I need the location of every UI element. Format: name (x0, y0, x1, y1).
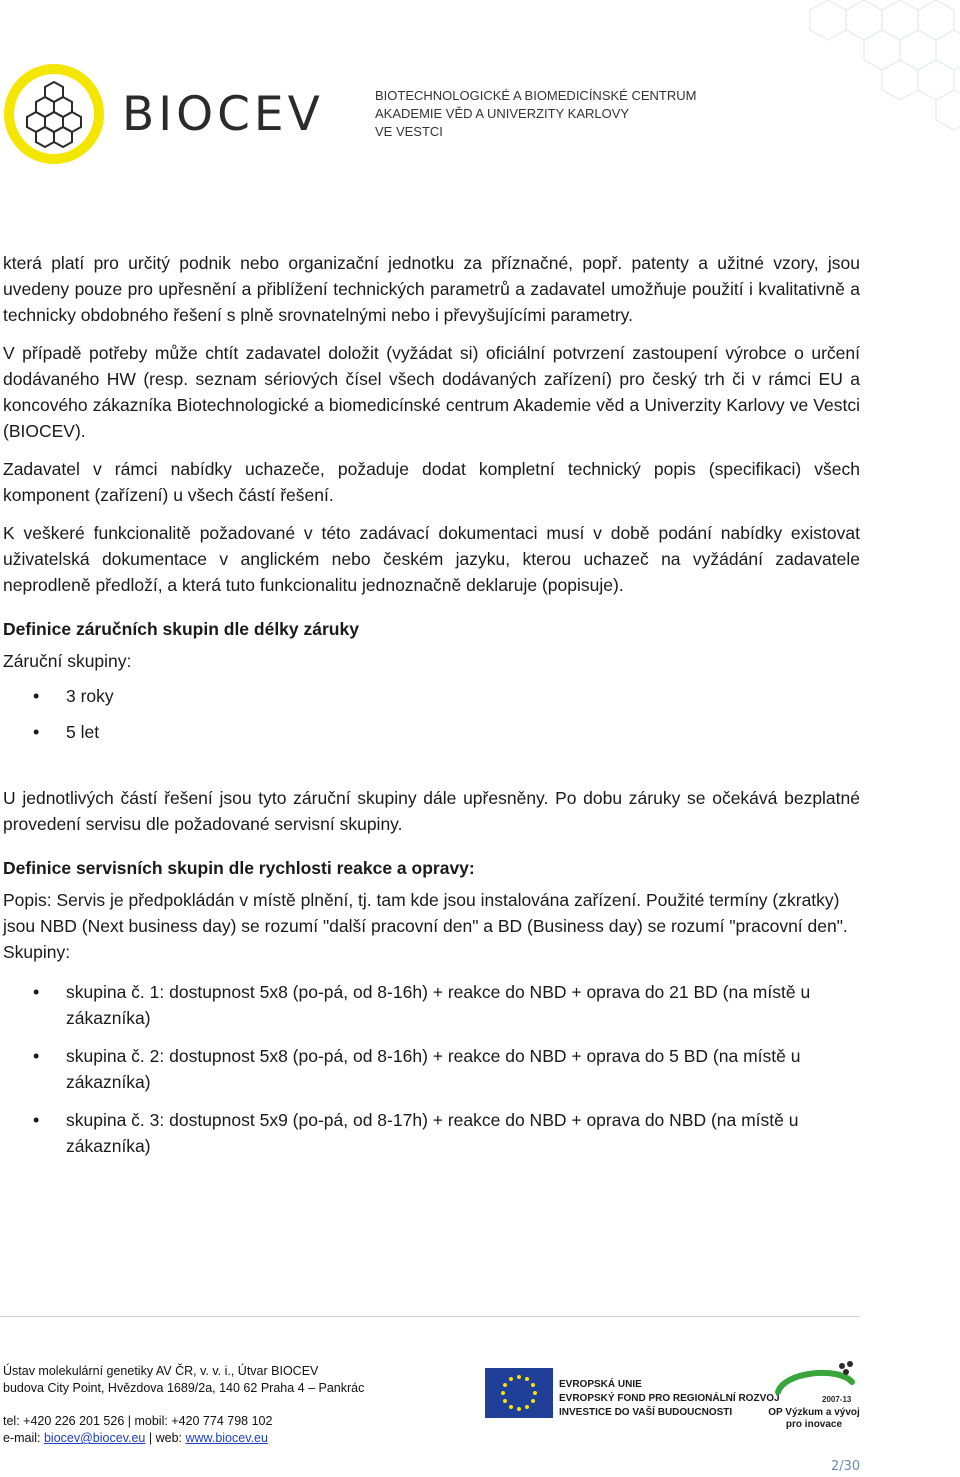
service-label: Skupiny: (3, 942, 71, 962)
service-description: Popis: Servis je předpokládán v místě plnění, tj. tam kde jsou instalována zařízení. Použité termíny (zkratky) jsou NBD (Next business day) se rozumí "další pracovní den" a BD (Business day) se rozumí "pracovní den". (3, 890, 848, 936)
paragraph-4: K veškeré funkcionalitě požadované v této zadávací dokumentaci musí v době podání nabídky existovat uživatelská dokumentace v anglickém nebo českém jazyku, kterou uchazeč na vyžádání zadavatele neprodleně předloží, a která tuto funkcionalitu jednoznačně deklaruje (popisuje). (3, 523, 860, 595)
eu-line-3: INVESTICE DO VAŠÍ BUDOUCNOSTI (559, 1407, 733, 1418)
list-item: • 5 let (3, 719, 860, 745)
footer-divider (0, 1316, 860, 1317)
web-prefix: | web: (145, 1431, 186, 1445)
paragraph-5: U jednotlivých částí řešení jsou tyto záruční skupiny dále upřesněny. Po dobu záruky se očekává bezplatné provedení servisu dle požadované servisní skupiny. (3, 788, 860, 834)
eu-flag-icon (485, 1368, 553, 1418)
email-prefix: e-mail: (3, 1431, 44, 1445)
opvk-years: 2007-13 (822, 1395, 852, 1404)
paragraph-2: V případě potřeby může chtít zadavatel doložit (vyžádat si) oficiální potvrzení zastoupení výrobce o určení dodávaného HW (resp. seznam sériových čísel všech dodávaných zařízení) pro český trh či v rámci EU a koncového zákazníka Biotechnologické a biomedicínské centrum Akademie věd a Univerzity Karlovy ve Vestci (BIOCEV). (3, 343, 860, 441)
eu-funding-text (559, 1378, 780, 1420)
warranty-label: Záruční skupiny: (3, 651, 132, 671)
document-body (3, 250, 860, 1171)
footer-contact (3, 1363, 364, 1447)
institution-name (375, 87, 696, 141)
opvk-caption (766, 1407, 862, 1431)
paragraph-1: která platí pro určitý podnik nebo organizační jednotku za příznačné, popř. patenty a užitné vzory, jsou uvedeny pouze pro upřesnění a přiblížení technických parametrů a zadavatel umožňuje použití i kvalitativně a technicky obdobného řešení s plně srovnatelnými nebo i převyšujícími parametry. (3, 253, 860, 325)
biocev-logo-text: BIOCEV (122, 87, 324, 142)
warranty-heading: Definice záručních skupin dle délky záruky (3, 619, 359, 639)
institution-line-3: VE VESTCI (375, 124, 443, 139)
list-item: • 3 roky (3, 683, 860, 709)
biocev-logo-icon (2, 62, 106, 166)
list-item: • skupina č. 1: dostupnost 5x8 (po-pá, od 8-16h) + reakce do NBD + oprava do 21 BD (na místě u zákazníka) (3, 979, 860, 1031)
opvk-line-2: pro inovace (785, 1419, 843, 1430)
web-link[interactable]: www.biocev.eu (185, 1431, 268, 1445)
institution-line-2: AKADEMIE VĚD A UNIVERZITY KARLOVY (375, 106, 630, 121)
email-link[interactable]: biocev@biocev.eu (43, 1431, 146, 1445)
footer-address-line-1: Ústav molekulární genetiky AV ČR, v. v. i., Útvar BIOCEV (3, 1364, 319, 1378)
service-heading: Definice servisních skupin dle rychlosti reakce a opravy: (3, 858, 475, 878)
service-list (3, 979, 860, 1159)
eu-line-1: EVROPSKÁ UNIE (559, 1379, 642, 1390)
footer-email-web (3, 1430, 364, 1447)
page-number: 2/30 (831, 1459, 861, 1474)
eu-line-2: EVROPSKÝ FOND PRO REGIONÁLNÍ ROZVOJ (559, 1393, 780, 1404)
list-item: • skupina č. 2: dostupnost 5x8 (po-pá, od 8-16h) + reakce do NBD + oprava do 5 BD (na místě u zákazníka) (3, 1043, 860, 1095)
opvk-line-1: OP Výzkum a vývoj (768, 1407, 860, 1418)
list-item: • skupina č. 3: dostupnost 5x9 (po-pá, od 8-17h) + reakce do NBD + oprava do NBD (na místě u zákazníka) (3, 1107, 860, 1159)
warranty-list (3, 683, 860, 745)
footer-address-line-2: budova City Point, Hvězdova 1689/2a, 140 62 Praha 4 – Pankrác (3, 1381, 365, 1395)
institution-line-1: BIOTECHNOLOGICKÉ A BIOMEDICÍNSKÉ CENTRUM (375, 88, 697, 103)
footer-phone: tel: +420 226 201 526 | mobil: +420 774 798 102 (3, 1414, 273, 1428)
paragraph-3: Zadavatel v rámci nabídky uchazeče, požaduje dodat kompletní technický popis (specifikaci) všech komponent (zařízení) u všech částí řešení. (3, 459, 860, 505)
